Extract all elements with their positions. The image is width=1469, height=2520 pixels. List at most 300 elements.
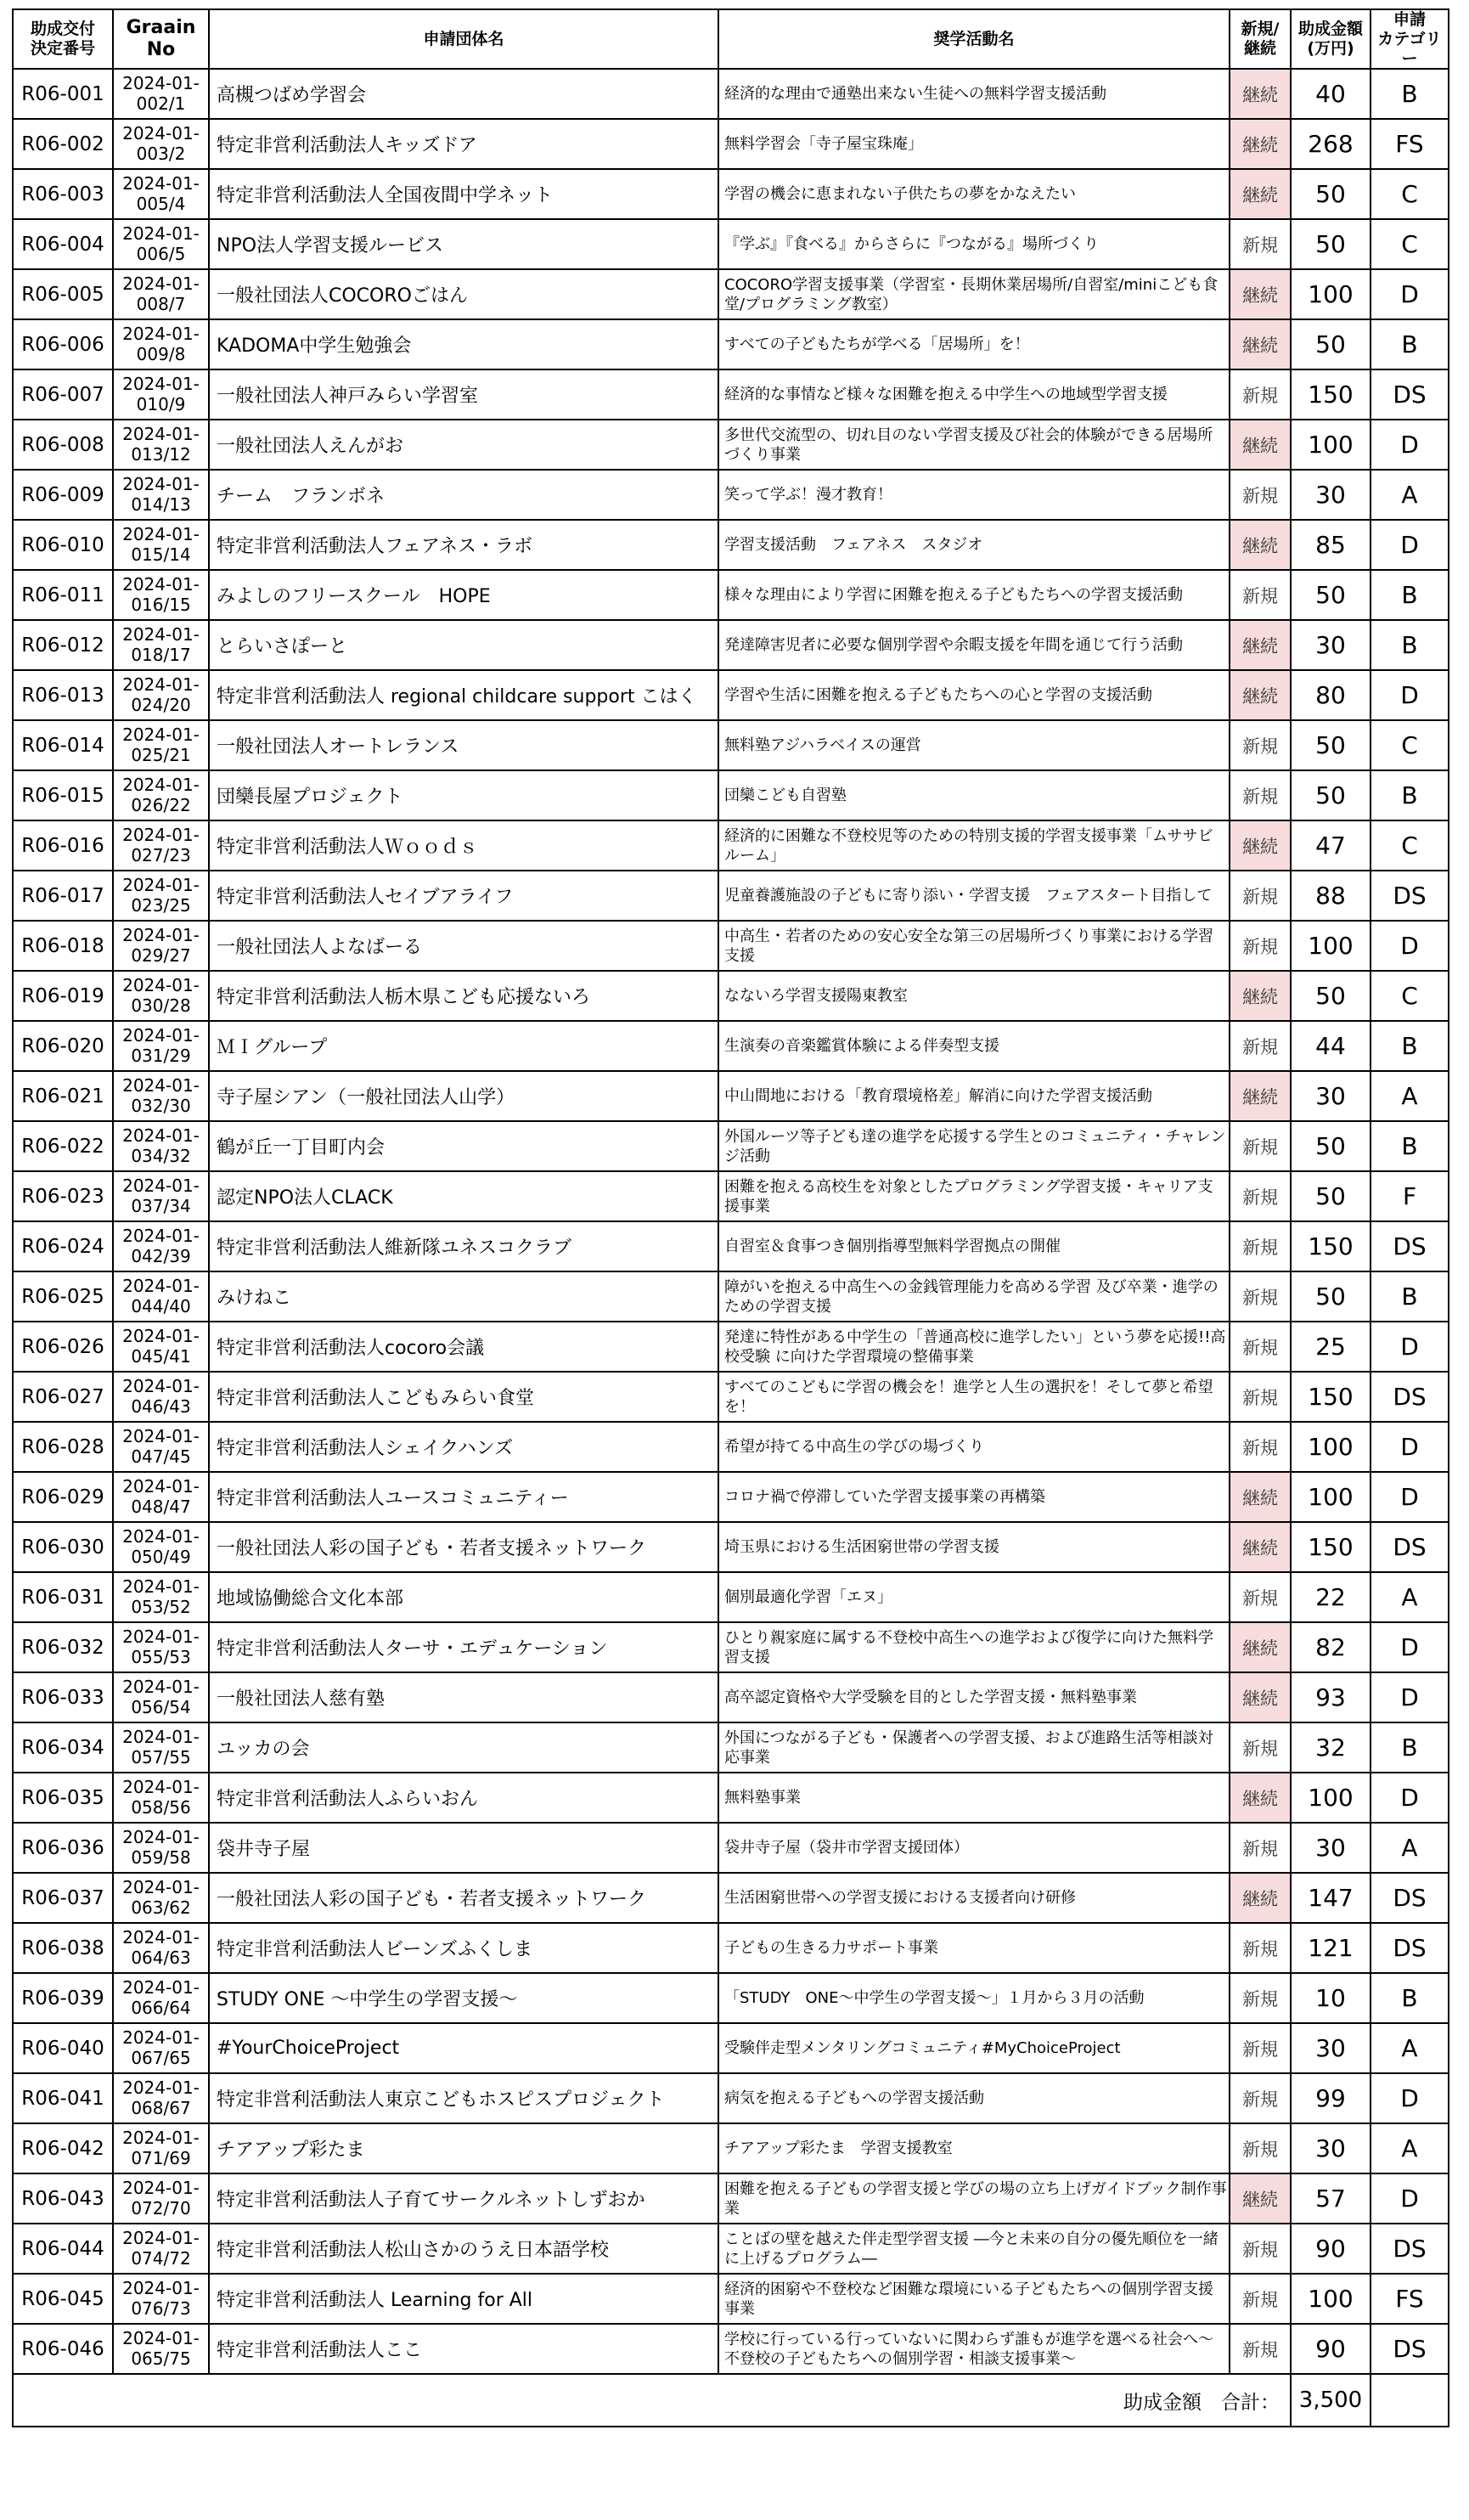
status-cell: 継続	[1230, 1071, 1291, 1121]
category-cell: B	[1371, 620, 1449, 670]
amount-cell: 50	[1291, 570, 1371, 620]
table-row	[13, 1773, 1449, 1823]
activity-name-cell: 高卒認定資格や大学受験を目的とした学習支援・無料塾事業	[718, 1672, 1230, 1722]
organization-name-cell: KADOMA中学生勉強会	[209, 319, 718, 369]
graain-no-cell: 2024-01- 046/43	[113, 1372, 209, 1422]
table-row	[13, 470, 1449, 520]
graain-no-cell: 2024-01- 026/22	[113, 770, 209, 820]
activity-name-cell: COCORO学習支援事業（学習室・長期休業居場所/自習室/miniこども食堂/プログラミング教室）	[718, 269, 1230, 319]
table-row	[13, 1221, 1449, 1271]
decision-number-cell: R06-024	[13, 1221, 113, 1271]
table-row	[13, 570, 1449, 620]
status-cell: 新規	[1230, 1171, 1291, 1221]
table-row	[13, 2173, 1449, 2224]
table-row	[13, 1472, 1449, 1522]
category-cell: DS	[1371, 2224, 1449, 2274]
total-empty-cell	[1371, 2374, 1449, 2427]
activity-name-cell: 経済的な理由で通塾出来ない生徒への無料学習支援活動	[718, 69, 1230, 119]
decision-number-cell: R06-014	[13, 720, 113, 770]
decision-number-cell: R06-033	[13, 1672, 113, 1722]
status-cell: 新規	[1230, 1422, 1291, 1472]
activity-name-cell: なないろ学習支援陽東教室	[718, 971, 1230, 1021]
status-cell: 継続	[1230, 670, 1291, 720]
status-cell: 継続	[1230, 1773, 1291, 1823]
graain-no-cell: 2024-01- 027/23	[113, 820, 209, 871]
activity-name-cell: 埼玉県における生活困窮世帯の学習支援	[718, 1522, 1230, 1572]
status-cell: 新規	[1230, 720, 1291, 770]
organization-name-cell: 特定非営利活動法人フェアネス・ラボ	[209, 520, 718, 570]
decision-number-cell: R06-023	[13, 1171, 113, 1221]
activity-name-cell: 団欒こども自習塾	[718, 770, 1230, 820]
activity-name-cell: 発達に特性がある中学生の「普通高校に進学したい」という夢を応援!!高校受験 に向けた学習環境の整備事業	[718, 1322, 1230, 1372]
organization-name-cell: チーム フランボネ	[209, 470, 718, 520]
status-cell: 継続	[1230, 420, 1291, 470]
table-row	[13, 1973, 1449, 2023]
organization-name-cell: 特定非営利活動法人全国夜間中学ネット	[209, 169, 718, 219]
activity-name-cell: チアアップ彩たま 学習支援教室	[718, 2123, 1230, 2173]
organization-name-cell: 地域協働総合文化本部	[209, 1572, 718, 1622]
table-row	[13, 1322, 1449, 1372]
organization-name-cell: みけねこ	[209, 1271, 718, 1322]
category-cell: DS	[1371, 1372, 1449, 1422]
organization-name-cell: 一般社団法人彩の国子ども・若者支援ネットワーク	[209, 1522, 718, 1572]
amount-cell: 100	[1291, 1422, 1371, 1472]
table-row	[13, 670, 1449, 720]
organization-name-cell: NPO法人学習支援ルービス	[209, 219, 718, 269]
graain-no-cell: 2024-01- 057/55	[113, 1722, 209, 1773]
amount-cell: 150	[1291, 1522, 1371, 1572]
organization-name-cell: 一般社団法人彩の国子ども・若者支援ネットワーク	[209, 1873, 718, 1923]
graain-no-cell: 2024-01- 005/4	[113, 169, 209, 219]
category-cell: B	[1371, 770, 1449, 820]
category-cell: A	[1371, 1572, 1449, 1622]
status-cell: 新規	[1230, 1823, 1291, 1873]
organization-name-cell: 特定非営利活動法人東京こどもホスピスプロジェクト	[209, 2073, 718, 2123]
category-cell: A	[1371, 2123, 1449, 2173]
amount-cell: 93	[1291, 1672, 1371, 1722]
amount-cell: 50	[1291, 971, 1371, 1021]
status-cell: 新規	[1230, 2023, 1291, 2073]
graain-no-cell: 2024-01- 029/27	[113, 921, 209, 971]
amount-cell: 100	[1291, 921, 1371, 971]
organization-name-cell: 特定非営利活動法人Ｗｏｏｄｓ	[209, 820, 718, 871]
amount-cell: 10	[1291, 1973, 1371, 2023]
graain-no-cell: 2024-01- 058/56	[113, 1773, 209, 1823]
graain-no-cell: 2024-01- 010/9	[113, 369, 209, 420]
table-row	[13, 1271, 1449, 1322]
category-cell: B	[1371, 1722, 1449, 1773]
organization-name-cell: ＭＩグループ	[209, 1021, 718, 1071]
graain-no-cell: 2024-01- 009/8	[113, 319, 209, 369]
status-cell: 新規	[1230, 570, 1291, 620]
table-row	[13, 820, 1449, 871]
category-cell: F	[1371, 1171, 1449, 1221]
status-cell: 継続	[1230, 1672, 1291, 1722]
graain-no-cell: 2024-01- 003/2	[113, 119, 209, 169]
decision-number-cell: R06-026	[13, 1322, 113, 1372]
graain-no-cell: 2024-01- 002/1	[113, 69, 209, 119]
category-cell: C	[1371, 219, 1449, 269]
status-cell: 新規	[1230, 1973, 1291, 2023]
organization-name-cell: 特定非営利活動法人維新隊ユネスコクラブ	[209, 1221, 718, 1271]
organization-name-cell: 団欒長屋プロジェクト	[209, 770, 718, 820]
total-label: 助成金額 合計：	[13, 2374, 1291, 2427]
amount-cell: 90	[1291, 2324, 1371, 2374]
table-row	[13, 269, 1449, 319]
organization-name-cell: 特定非営利活動法人子育てサークルネットしずおか	[209, 2173, 718, 2224]
decision-number-cell: R06-035	[13, 1773, 113, 1823]
header-decision-number-label: 助成交付 決定番号	[30, 20, 95, 59]
graain-no-cell: 2024-01- 031/29	[113, 1021, 209, 1071]
decision-number-cell: R06-030	[13, 1522, 113, 1572]
graain-no-cell: 2024-01- 042/39	[113, 1221, 209, 1271]
category-cell: D	[1371, 1422, 1449, 1472]
category-cell: D	[1371, 921, 1449, 971]
activity-name-cell: すべてのこどもに学習の機会を！進学と人生の選択を！そして夢と希望を！	[718, 1372, 1230, 1422]
amount-cell: 25	[1291, 1322, 1371, 1372]
graain-no-cell: 2024-01- 059/58	[113, 1823, 209, 1873]
activity-name-cell: 中高生・若者のための安心安全な第三の居場所づくり事業における学習支援	[718, 921, 1230, 971]
amount-cell: 147	[1291, 1873, 1371, 1923]
table-header	[13, 9, 1449, 69]
table-row	[13, 1672, 1449, 1722]
organization-name-cell: 一般社団法人オートレランス	[209, 720, 718, 770]
decision-number-cell: R06-025	[13, 1271, 113, 1322]
organization-name-cell: 特定非営利活動法人ユースコミュニティー	[209, 1472, 718, 1522]
activity-name-cell: ことばの壁を越えた伴走型学習支援 ―今と未来の自分の優先順位を一緒に上げるプログラム―	[718, 2224, 1230, 2274]
amount-cell: 30	[1291, 2123, 1371, 2173]
organization-name-cell: みよしのフリースクール HOPE	[209, 570, 718, 620]
graain-no-cell: 2024-01- 063/62	[113, 1873, 209, 1923]
decision-number-cell: R06-001	[13, 69, 113, 119]
organization-name-cell: 特定非営利活動法人松山さかのうえ日本語学校	[209, 2224, 718, 2274]
status-cell: 新規	[1230, 2324, 1291, 2374]
activity-name-cell: 発達障害児者に必要な個別学習や余暇支援を年間を通じて行う活動	[718, 620, 1230, 670]
status-cell: 継続	[1230, 1873, 1291, 1923]
activity-name-cell: 受験伴走型メンタリングコミュニティ#MyChoiceProject	[718, 2023, 1230, 2073]
category-cell: A	[1371, 2023, 1449, 2073]
table-row	[13, 1171, 1449, 1221]
activity-name-cell: 経済的な事情など様々な困難を抱える中学生への地域型学習支援	[718, 369, 1230, 420]
decision-number-cell: R06-044	[13, 2224, 113, 2274]
activity-name-cell: 子どもの生きる力サポート事業	[718, 1923, 1230, 1973]
status-cell: 継続	[1230, 319, 1291, 369]
amount-cell: 121	[1291, 1923, 1371, 1973]
table-row	[13, 1522, 1449, 1572]
amount-cell: 32	[1291, 1722, 1371, 1773]
amount-cell: 44	[1291, 1021, 1371, 1071]
table-row	[13, 2224, 1449, 2274]
status-cell: 新規	[1230, 1021, 1291, 1071]
category-cell: D	[1371, 1773, 1449, 1823]
table-row	[13, 2123, 1449, 2173]
category-cell: A	[1371, 1071, 1449, 1121]
decision-number-cell: R06-045	[13, 2274, 113, 2324]
table-row	[13, 520, 1449, 570]
decision-number-cell: R06-020	[13, 1021, 113, 1071]
decision-number-cell: R06-040	[13, 2023, 113, 2073]
category-cell: DS	[1371, 1221, 1449, 1271]
status-cell: 継続	[1230, 820, 1291, 871]
graain-no-cell: 2024-01- 067/65	[113, 2023, 209, 2073]
activity-name-cell: 笑って学ぶ！漫才教育！	[718, 470, 1230, 520]
activity-name-cell: 経済的に困難な不登校児等のための特別支援的学習支援事業「ムササビルーム」	[718, 820, 1230, 871]
status-cell: 新規	[1230, 369, 1291, 420]
organization-name-cell: 高槻つばめ学習会	[209, 69, 718, 119]
organization-name-cell: 特定非営利活動法人ふらいおん	[209, 1773, 718, 1823]
category-cell: DS	[1371, 1522, 1449, 1572]
graain-no-cell: 2024-01- 071/69	[113, 2123, 209, 2173]
amount-cell: 30	[1291, 1823, 1371, 1873]
graain-no-cell: 2024-01- 023/25	[113, 871, 209, 921]
activity-name-cell: ひとり親家庭に属する不登校中高生への進学および復学に向けた無料学習支援	[718, 1622, 1230, 1672]
decision-number-cell: R06-005	[13, 269, 113, 319]
category-cell: D	[1371, 1622, 1449, 1672]
activity-name-cell: 学習支援活動 フェアネス スタジオ	[718, 520, 1230, 570]
amount-cell: 50	[1291, 720, 1371, 770]
activity-name-cell: コロナ禍で停滞していた学習支援事業の再構築	[718, 1472, 1230, 1522]
status-cell: 新規	[1230, 2123, 1291, 2173]
header-graain-no-label: Graain No	[126, 16, 196, 61]
status-cell: 新規	[1230, 1923, 1291, 1973]
graain-no-cell: 2024-01- 014/13	[113, 470, 209, 520]
organization-name-cell: ユッカの会	[209, 1722, 718, 1773]
decision-number-cell: R06-022	[13, 1121, 113, 1171]
category-cell: C	[1371, 971, 1449, 1021]
activity-name-cell: 個別最適化学習「エヌ」	[718, 1572, 1230, 1622]
table-row	[13, 1722, 1449, 1773]
decision-number-cell: R06-004	[13, 219, 113, 269]
status-cell: 新規	[1230, 770, 1291, 820]
decision-number-cell: R06-017	[13, 871, 113, 921]
status-cell: 継続	[1230, 1522, 1291, 1572]
organization-name-cell: チアアップ彩たま	[209, 2123, 718, 2173]
activity-name-cell: 『学ぶ』『食べる』からさらに『つながる』場所づくり	[718, 219, 1230, 269]
category-cell: DS	[1371, 1873, 1449, 1923]
decision-number-cell: R06-010	[13, 520, 113, 570]
status-cell: 継続	[1230, 119, 1291, 169]
activity-name-cell: 困難を抱える高校生を対象としたプログラミング学習支援・キャリア支援事業	[718, 1171, 1230, 1221]
status-cell: 新規	[1230, 1221, 1291, 1271]
table-row	[13, 871, 1449, 921]
table-row	[13, 2324, 1449, 2374]
table-row	[13, 770, 1449, 820]
amount-cell: 80	[1291, 670, 1371, 720]
table-row	[13, 1572, 1449, 1622]
status-cell: 継続	[1230, 269, 1291, 319]
graain-no-cell: 2024-01- 064/63	[113, 1923, 209, 1973]
header-amount	[1291, 9, 1371, 69]
table-row	[13, 620, 1449, 670]
decision-number-cell: R06-036	[13, 1823, 113, 1873]
category-cell: B	[1371, 319, 1449, 369]
header-status	[1230, 9, 1291, 69]
status-cell: 継続	[1230, 1622, 1291, 1672]
status-cell: 新規	[1230, 1572, 1291, 1622]
table-row	[13, 1021, 1449, 1071]
graain-no-cell: 2024-01- 072/70	[113, 2173, 209, 2224]
status-cell: 新規	[1230, 1372, 1291, 1422]
activity-name-cell: 無料学習会「寺子屋宝珠庵」	[718, 119, 1230, 169]
organization-name-cell: #YourChoiceProject	[209, 2023, 718, 2073]
table-row	[13, 219, 1449, 269]
decision-number-cell: R06-028	[13, 1422, 113, 1472]
amount-cell: 50	[1291, 770, 1371, 820]
decision-number-cell: R06-011	[13, 570, 113, 620]
amount-cell: 50	[1291, 1271, 1371, 1322]
status-cell: 新規	[1230, 2073, 1291, 2123]
decision-number-cell: R06-021	[13, 1071, 113, 1121]
amount-cell: 50	[1291, 1121, 1371, 1171]
amount-cell: 90	[1291, 2224, 1371, 2274]
amount-cell: 57	[1291, 2173, 1371, 2224]
activity-name-cell: 児童養護施設の子どもに寄り添い・学習支援 フェアスタート目指して	[718, 871, 1230, 921]
category-cell: B	[1371, 1021, 1449, 1071]
decision-number-cell: R06-018	[13, 921, 113, 971]
activity-name-cell: 中山間地における「教育環境格差」解消に向けた学習支援活動	[718, 1071, 1230, 1121]
decision-number-cell: R06-034	[13, 1722, 113, 1773]
category-cell: D	[1371, 420, 1449, 470]
table-row	[13, 1873, 1449, 1923]
graain-no-cell: 2024-01- 066/64	[113, 1973, 209, 2023]
activity-name-cell: 経済的困窮や不登校など困難な環境にいる子どもたちへの個別学習支援事業	[718, 2274, 1230, 2324]
graain-no-cell: 2024-01- 056/54	[113, 1672, 209, 1722]
header-category-label: 申請 カテゴリー	[1377, 10, 1442, 68]
category-cell: FS	[1371, 2274, 1449, 2324]
graain-no-cell: 2024-01- 015/14	[113, 520, 209, 570]
graain-no-cell: 2024-01- 018/17	[113, 620, 209, 670]
decision-number-cell: R06-002	[13, 119, 113, 169]
table-row	[13, 1422, 1449, 1472]
category-cell: D	[1371, 1672, 1449, 1722]
amount-cell: 30	[1291, 620, 1371, 670]
decision-number-cell: R06-046	[13, 2324, 113, 2374]
table-row	[13, 971, 1449, 1021]
decision-number-cell: R06-029	[13, 1472, 113, 1522]
graain-no-cell: 2024-01- 030/28	[113, 971, 209, 1021]
decision-number-cell: R06-037	[13, 1873, 113, 1923]
graain-no-cell: 2024-01- 076/73	[113, 2274, 209, 2324]
organization-name-cell: 一般社団法人よなばーる	[209, 921, 718, 971]
activity-name-cell: 希望が持てる中高生の学びの場づくり	[718, 1422, 1230, 1472]
header-organization	[209, 9, 718, 69]
amount-cell: 150	[1291, 1221, 1371, 1271]
decision-number-cell: R06-003	[13, 169, 113, 219]
table-row	[13, 1121, 1449, 1171]
status-cell: 継続	[1230, 169, 1291, 219]
table-row	[13, 319, 1449, 369]
header-activity-label: 奨学活動名	[933, 29, 1015, 48]
table-row	[13, 1823, 1449, 1873]
category-cell: A	[1371, 1823, 1449, 1873]
organization-name-cell: 特定非営利活動法人シェイクハンズ	[209, 1422, 718, 1472]
table-row	[13, 720, 1449, 770]
amount-cell: 150	[1291, 1372, 1371, 1422]
organization-name-cell: 特定非営利活動法人こどもみらい食堂	[209, 1372, 718, 1422]
organization-name-cell: 特定非営利活動法人cocoro会議	[209, 1322, 718, 1372]
decision-number-cell: R06-015	[13, 770, 113, 820]
amount-cell: 50	[1291, 219, 1371, 269]
organization-name-cell: 特定非営利活動法人ビーンズふくしま	[209, 1923, 718, 1973]
header-amount-label: 助成金額 (万円)	[1297, 20, 1363, 59]
amount-cell: 30	[1291, 470, 1371, 520]
graain-no-cell: 2024-01- 024/20	[113, 670, 209, 720]
status-cell: 継続	[1230, 971, 1291, 1021]
activity-name-cell: 学校に行っている行っていないに関わらず誰もが進学を選べる社会へ～不登校の子どもたちへの個別学習・相談支援事業～	[718, 2324, 1230, 2374]
organization-name-cell: 特定非営利活動法人ここ	[209, 2324, 718, 2374]
decision-number-cell: R06-041	[13, 2073, 113, 2123]
table-row	[13, 1372, 1449, 1422]
status-cell: 継続	[1230, 69, 1291, 119]
status-cell: 新規	[1230, 2274, 1291, 2324]
graain-no-cell: 2024-01- 065/75	[113, 2324, 209, 2374]
status-cell: 継続	[1230, 620, 1291, 670]
organization-name-cell: 特定非営利活動法人栃木県こども応援ないろ	[209, 971, 718, 1021]
activity-name-cell: 無料塾事業	[718, 1773, 1230, 1823]
graain-no-cell: 2024-01- 025/21	[113, 720, 209, 770]
activity-name-cell: 困難を抱える子どもの学習支援と学びの場の立ち上げガイドブック制作事業	[718, 2173, 1230, 2224]
organization-name-cell: 特定非営利活動法人 regional childcare support こはく	[209, 670, 718, 720]
total-value: 3,500	[1291, 2374, 1371, 2427]
activity-name-cell: すべての子どもたちが学べる「居場所」を！	[718, 319, 1230, 369]
graain-no-cell: 2024-01- 068/67	[113, 2073, 209, 2123]
graain-no-cell: 2024-01- 034/32	[113, 1121, 209, 1171]
table-row	[13, 1923, 1449, 1973]
amount-cell: 22	[1291, 1572, 1371, 1622]
status-cell: 新規	[1230, 1322, 1291, 1372]
category-cell: D	[1371, 520, 1449, 570]
status-cell: 新規	[1230, 871, 1291, 921]
status-cell: 継続	[1230, 1472, 1291, 1522]
activity-name-cell: 学習や生活に困難を抱える子どもたちへの心と学習の支援活動	[718, 670, 1230, 720]
graain-no-cell: 2024-01- 032/30	[113, 1071, 209, 1121]
graain-no-cell: 2024-01- 048/47	[113, 1472, 209, 1522]
amount-cell: 268	[1291, 119, 1371, 169]
activity-name-cell: 自習室＆食事つき個別指導型無料学習拠点の開催	[718, 1221, 1230, 1271]
total-row	[13, 2374, 1449, 2427]
organization-name-cell: 一般社団法人慈有塾	[209, 1672, 718, 1722]
status-cell: 継続	[1230, 520, 1291, 570]
graain-no-cell: 2024-01- 008/7	[113, 269, 209, 319]
status-cell: 新規	[1230, 2224, 1291, 2274]
category-cell: D	[1371, 2073, 1449, 2123]
category-cell: B	[1371, 1271, 1449, 1322]
category-cell: C	[1371, 169, 1449, 219]
organization-name-cell: STUDY ONE ～中学生の学習支援～	[209, 1973, 718, 2023]
table-row	[13, 119, 1449, 169]
amount-cell: 100	[1291, 1472, 1371, 1522]
header-activity	[718, 9, 1230, 69]
amount-cell: 47	[1291, 820, 1371, 871]
category-cell: DS	[1371, 1923, 1449, 1973]
category-cell: C	[1371, 820, 1449, 871]
grant-table	[12, 8, 1449, 2427]
table-footer	[13, 2374, 1449, 2427]
table-row	[13, 921, 1449, 971]
graain-no-cell: 2024-01- 044/40	[113, 1271, 209, 1322]
category-cell: DS	[1371, 871, 1449, 921]
activity-name-cell: 様々な理由により学習に困難を抱える子どもたちへの学習支援活動	[718, 570, 1230, 620]
status-cell: 新規	[1230, 921, 1291, 971]
amount-cell: 100	[1291, 2274, 1371, 2324]
table-row	[13, 420, 1449, 470]
category-cell: B	[1371, 570, 1449, 620]
organization-name-cell: 一般社団法人神戸みらい学習室	[209, 369, 718, 420]
category-cell: D	[1371, 1322, 1449, 1372]
amount-cell: 30	[1291, 1071, 1371, 1121]
table-row	[13, 2023, 1449, 2073]
activity-name-cell: 病気を抱える子どもへの学習支援活動	[718, 2073, 1230, 2123]
